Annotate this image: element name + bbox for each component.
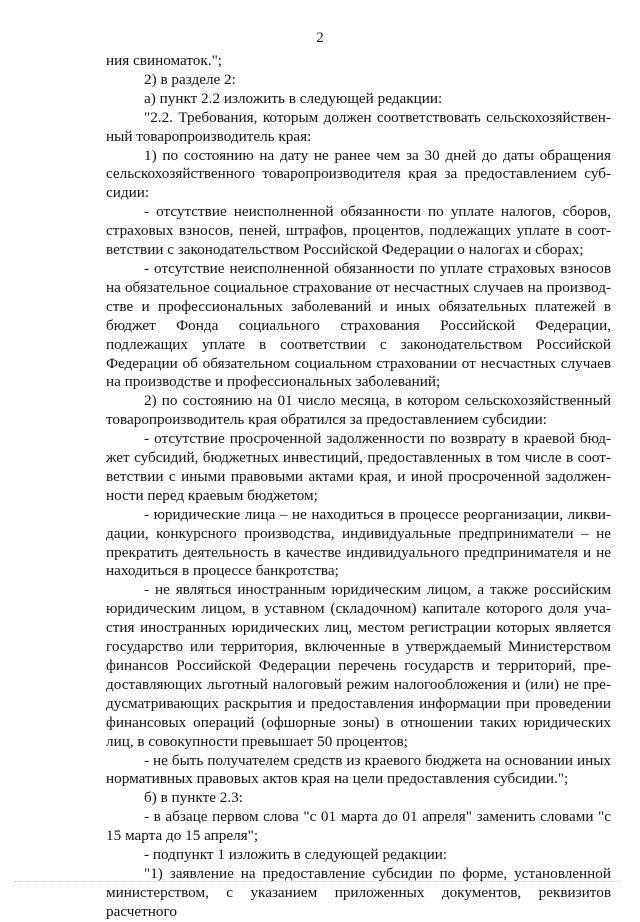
paragraph: - не быть получателем средств из краевого бюджета на основании иных нормативных правовых актов края на цели предоставления субсидии."; (106, 751, 611, 788)
paragraph: - отсутствие неисполненной обязанности по уплате налогов, сборов, страховых взносов, пеней, штрафов, процентов, подлежащих уплате в соответствии с законодательством Российской Федерации о налогах и сборах; (106, 203, 611, 259)
paragraph: 2) по состоянию на 01 число месяца, в котором сельскохозяйственный товаропроизводитель края обратился за предоставлением субсидии: (106, 392, 611, 429)
scan-footer-artifact (14, 881, 620, 883)
paragraph: - не являться иностранным юридическим лицом, а также российским юридическим лицом, в уставном (складочном) капитале которого доля участия иностранных юридических лиц, местом регистрации которых является государство или территория, включенные в утверждаемый Министерством финансов Российской Федерации перечень государств и территорий, предоставляющих льготный налоговый режим налогообложения и (или) не предусматривающих раскрытия и предоставления информации при проведении финансовых операций (офшорные зоны) в отношении таких юридических лиц, в совокупности превышает 50 процентов; (106, 581, 611, 750)
paragraph: - отсутствие неисполненной обязанности по уплате страховых взносов на обязательное социальное страхование от несчастных случаев на производстве и профессиональных заболеваний и иных обязательных платежей в бюджет Фонда социального страхования Российской Федерации, подлежащих уплате в соответствии с законодательством Российской Федерации об обязательном социальном страховании от несчастных случаев на производстве и профессиональных заболеваний; (106, 259, 611, 391)
paragraph: б) в пункте 2.3: (144, 789, 243, 807)
paragraph: "2.2. Требования, которым должен соответствовать сельскохозяйственный товаропроизводитель края: (106, 108, 611, 145)
paragraph: 1) по состоянию на дату не ранее чем за 30 дней до даты обращения сельскохозяйственного товаропроизводителя края за предоставлением субсидии: (106, 146, 611, 202)
paragraph: - в абзаце первом слова "с 01 марта до 01 апреля" заменить словами "с 15 марта до 15 апреля"; (106, 808, 611, 845)
document-body (106, 52, 611, 922)
page-number: 2 (316, 30, 324, 46)
paragraph: а) пункт 2.2 изложить в следующей редакции: (144, 89, 443, 107)
paragraph: - юридические лица – не находиться в процессе реорганизации, ликвидации, конкурсного производства, индивидуальные предприниматели – не прекратить деятельность в качестве индивидуального предпринимателя и не находиться в процессе банкротства; (106, 505, 611, 580)
paragraph: ния свиноматок."; (106, 52, 222, 69)
paragraph: - подпункт 1 изложить в следующей редакции: (144, 846, 448, 864)
paragraph: "1) заявление на предоставление субсидии по форме, установленной министерством, с указанием приложенных документов, реквизитов расчетного (106, 864, 611, 920)
paragraph: 2) в разделе 2: (144, 70, 236, 88)
paragraph: - отсутствие просроченной задолженности по возврату в краевой бюджет субсидий, бюджетных инвестиций, предоставленных в том числе в соответствии с иными правовыми актами края, и иной просроченной задолженности перед краевым бюджетом; (106, 430, 611, 504)
